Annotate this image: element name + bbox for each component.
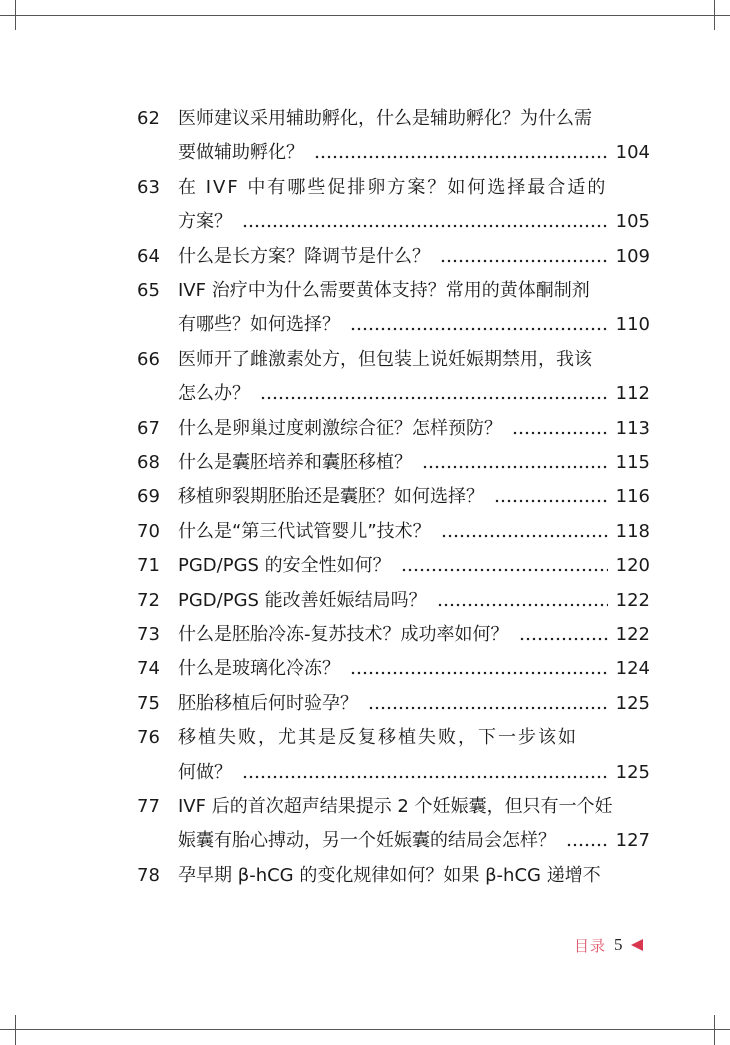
toc-entry-page: 127 [615,830,650,852]
toc-entry-page: 112 [615,383,650,405]
toc-entry-number: 77 [137,796,160,817]
left-triangle-icon [631,939,643,951]
dot-leader [437,586,608,616]
toc-entry-number: 64 [137,245,160,267]
toc-entry-number: 63 [137,176,160,198]
toc-entry-title: IVF 治疗中为什么需要黄体支持？常用的黄体酮制剂 [178,280,590,301]
toc-entry-line [178,826,650,856]
toc-entry-title: 何做？ [178,761,232,783]
crop-mark [0,15,730,16]
toc-entry-title: 要做辅助孵化？ [178,142,304,164]
toc-entry-title: 什么是胚胎冷冻-复苏技术？成功率如何？ [178,624,509,645]
toc-entry-number: 75 [137,692,160,714]
toc-entry-title: 怎么办？ [178,383,250,405]
toc-entry-number: 68 [137,452,160,473]
dot-leader [260,379,608,409]
dot-leader [368,689,608,719]
toc-entry-line [178,689,650,719]
toc-entry-page: 104 [615,142,650,164]
toc-entry-title: 在 IVF 中有哪些促排卵方案？如何选择最合适的 [178,176,608,198]
dot-leader [440,242,608,272]
dot-leader [494,482,608,512]
crop-mark [714,0,715,30]
toc-entry-line [178,242,650,272]
toc-entry-page: 116 [615,486,650,508]
dot-leader [242,207,608,237]
toc-entry-title: 医师建议采用辅助孵化，什么是辅助孵化？为什么需 [178,108,592,129]
toc-entry-title: 方案？ [178,211,232,233]
toc-entry-number: 65 [137,280,160,301]
toc-entry-number: 69 [137,486,160,508]
toc-entry-title: 胚胎移植后何时验孕？ [178,692,358,714]
dot-leader [519,620,608,650]
toc-entry-page: 124 [615,658,650,680]
toc-entry-title: 移植失败，尤其是反复移植失败，下一步该如 [178,727,578,749]
toc-entry-line [178,207,650,237]
toc-entry-number: 74 [137,658,160,680]
dot-leader [401,551,608,581]
crop-mark [714,1015,715,1045]
toc-entry-page: 118 [615,520,650,542]
toc-entry-page: 125 [615,692,650,714]
toc-entry-page: 109 [615,245,650,267]
toc-entry-title: 移植卵裂期胚胎还是囊胚？如何选择？ [178,486,484,508]
footer-page-number: 5 [614,935,623,954]
dot-leader [350,310,608,340]
toc-entry-number: 76 [137,727,160,749]
page-footer [574,933,643,957]
toc-entry-line [178,482,650,512]
toc-entry-number: 66 [137,348,160,370]
toc-entry-line [178,586,650,616]
dot-leader [242,758,608,788]
toc-entry-page: 120 [615,555,650,577]
toc-entry-line [178,414,650,444]
toc-entry-line [178,551,650,581]
toc-entry-line [178,517,650,547]
toc-entry-page: 113 [615,417,650,439]
toc-entry-line [178,379,650,409]
toc-entry-title: 医师开了雌激素处方，但包装上说妊娠期禁用，我该 [178,348,592,370]
dot-leader [512,414,608,444]
toc-entry-title: 什么是卵巢过度刺激综合征？怎样预防？ [178,417,502,439]
footer-label: 目录 [574,936,607,955]
dot-leader [350,654,608,684]
toc-entry-title: 什么是“第三代试管婴儿”技术？ [178,520,431,542]
toc-entry-line [178,758,650,788]
toc-entry-title: 什么是长方案？降调节是什么？ [178,245,430,267]
toc-entry-title: 什么是囊胚培养和囊胚移植？ [178,452,412,473]
dot-leader [314,138,608,168]
toc-entry-number: 70 [137,520,160,542]
toc-entry-number: 62 [137,108,160,129]
toc-entry-page: 122 [615,624,650,645]
crop-mark [0,1029,730,1030]
toc-entry-line [178,310,650,340]
crop-mark [15,1015,16,1045]
toc-entry-title: 什么是玻璃化冷冻？ [178,658,340,680]
toc-entry-page: 115 [615,452,650,473]
toc-entry-title: 孕早期 β-hCG 的变化规律如何？如果 β-hCG 递增不 [178,864,601,886]
toc-entry-page: 122 [615,589,650,611]
toc-entry-number: 72 [137,589,160,611]
toc-entry-number: 67 [137,417,160,439]
dot-leader [566,826,608,856]
toc-entry-number: 71 [137,555,160,577]
toc-entry-line [178,654,650,684]
dot-leader [441,517,608,547]
toc-entry-line [178,620,650,650]
crop-mark [15,0,16,30]
toc-entry-number: 73 [137,624,160,645]
toc-entry-title: 有哪些？如何选择？ [178,314,340,336]
toc-entry-page: 105 [615,211,650,233]
toc-entry-line [178,138,650,168]
toc-entry-page: 110 [615,314,650,336]
toc-entry-title: PGD/PGS 能改善妊娠结局吗？ [178,589,427,611]
toc-entry-page: 125 [615,761,650,783]
toc-entry-line [178,448,650,478]
toc-entry-title: IVF 后的首次超声结果提示 2 个妊娠囊，但只有一个妊 [178,796,613,817]
dot-leader [422,448,608,478]
toc-entry-title: 娠囊有胎心搏动，另一个妊娠囊的结局会怎样？ [178,830,556,852]
toc-entry-title: PGD/PGS 的安全性如何？ [178,555,391,577]
toc-entry-number: 78 [137,864,160,886]
